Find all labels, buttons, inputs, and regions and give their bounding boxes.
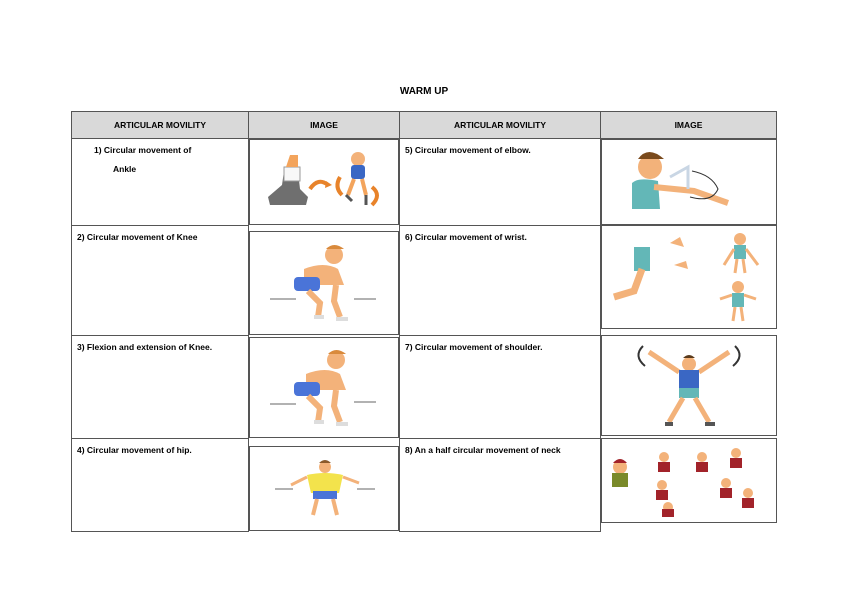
shoulder-rotation-icon (629, 342, 749, 430)
image-cell (249, 139, 399, 225)
column-header: ARTICULAR MOVILITY (72, 112, 249, 139)
exercise-label: 7) Circular movement of shoulder. (405, 341, 543, 352)
page-title: WARM UP (399, 86, 449, 97)
exercise-cell (400, 335, 601, 438)
wrist-rotation-icon (604, 229, 774, 325)
exercise-cell (72, 438, 249, 531)
exercise-cell (400, 225, 601, 335)
image-cell (601, 139, 777, 225)
exercise-cell (72, 225, 249, 335)
table-header-row (72, 112, 777, 139)
image-cell (249, 231, 399, 335)
column-header: ARTICULAR MOVILITY (400, 112, 601, 139)
image-cell (601, 335, 777, 436)
neck-rotation-icon (604, 443, 774, 519)
exercise-cell (400, 438, 601, 531)
table-row (72, 335, 777, 438)
knee-flexion-icon (264, 346, 384, 430)
exercise-cell (72, 139, 249, 226)
exercise-label: 6) Circular movement of wrist. (405, 231, 527, 242)
exercise-label-continued: Ankle (113, 164, 137, 174)
ankle-rotation-icon (254, 147, 394, 217)
table-row (72, 438, 777, 531)
image-cell (601, 225, 777, 329)
exercise-cell (400, 139, 601, 226)
exercise-label: 3) Flexion and extension of Knee. (77, 341, 213, 352)
exercise-cell (72, 335, 249, 438)
image-cell (601, 438, 777, 523)
column-header: IMAGE (249, 112, 400, 139)
table-row (72, 139, 777, 226)
column-header: IMAGE (601, 112, 777, 139)
exercise-label: 4) Circular movement of hip. (77, 444, 192, 455)
exercise-label: 8) An a half circular movement of neck (405, 444, 561, 455)
knee-rotation-icon (264, 241, 384, 325)
elbow-rotation-icon (614, 147, 764, 217)
table-row (72, 225, 777, 335)
warmup-table (71, 111, 777, 532)
hip-rotation-icon (269, 459, 379, 519)
exercise-label: 1) Circular movement of (94, 145, 192, 155)
exercise-label: 5) Circular movement of elbow. (405, 145, 531, 155)
image-cell (249, 337, 399, 438)
image-cell (249, 446, 399, 531)
exercise-label: 2) Circular movement of Knee (77, 231, 198, 242)
